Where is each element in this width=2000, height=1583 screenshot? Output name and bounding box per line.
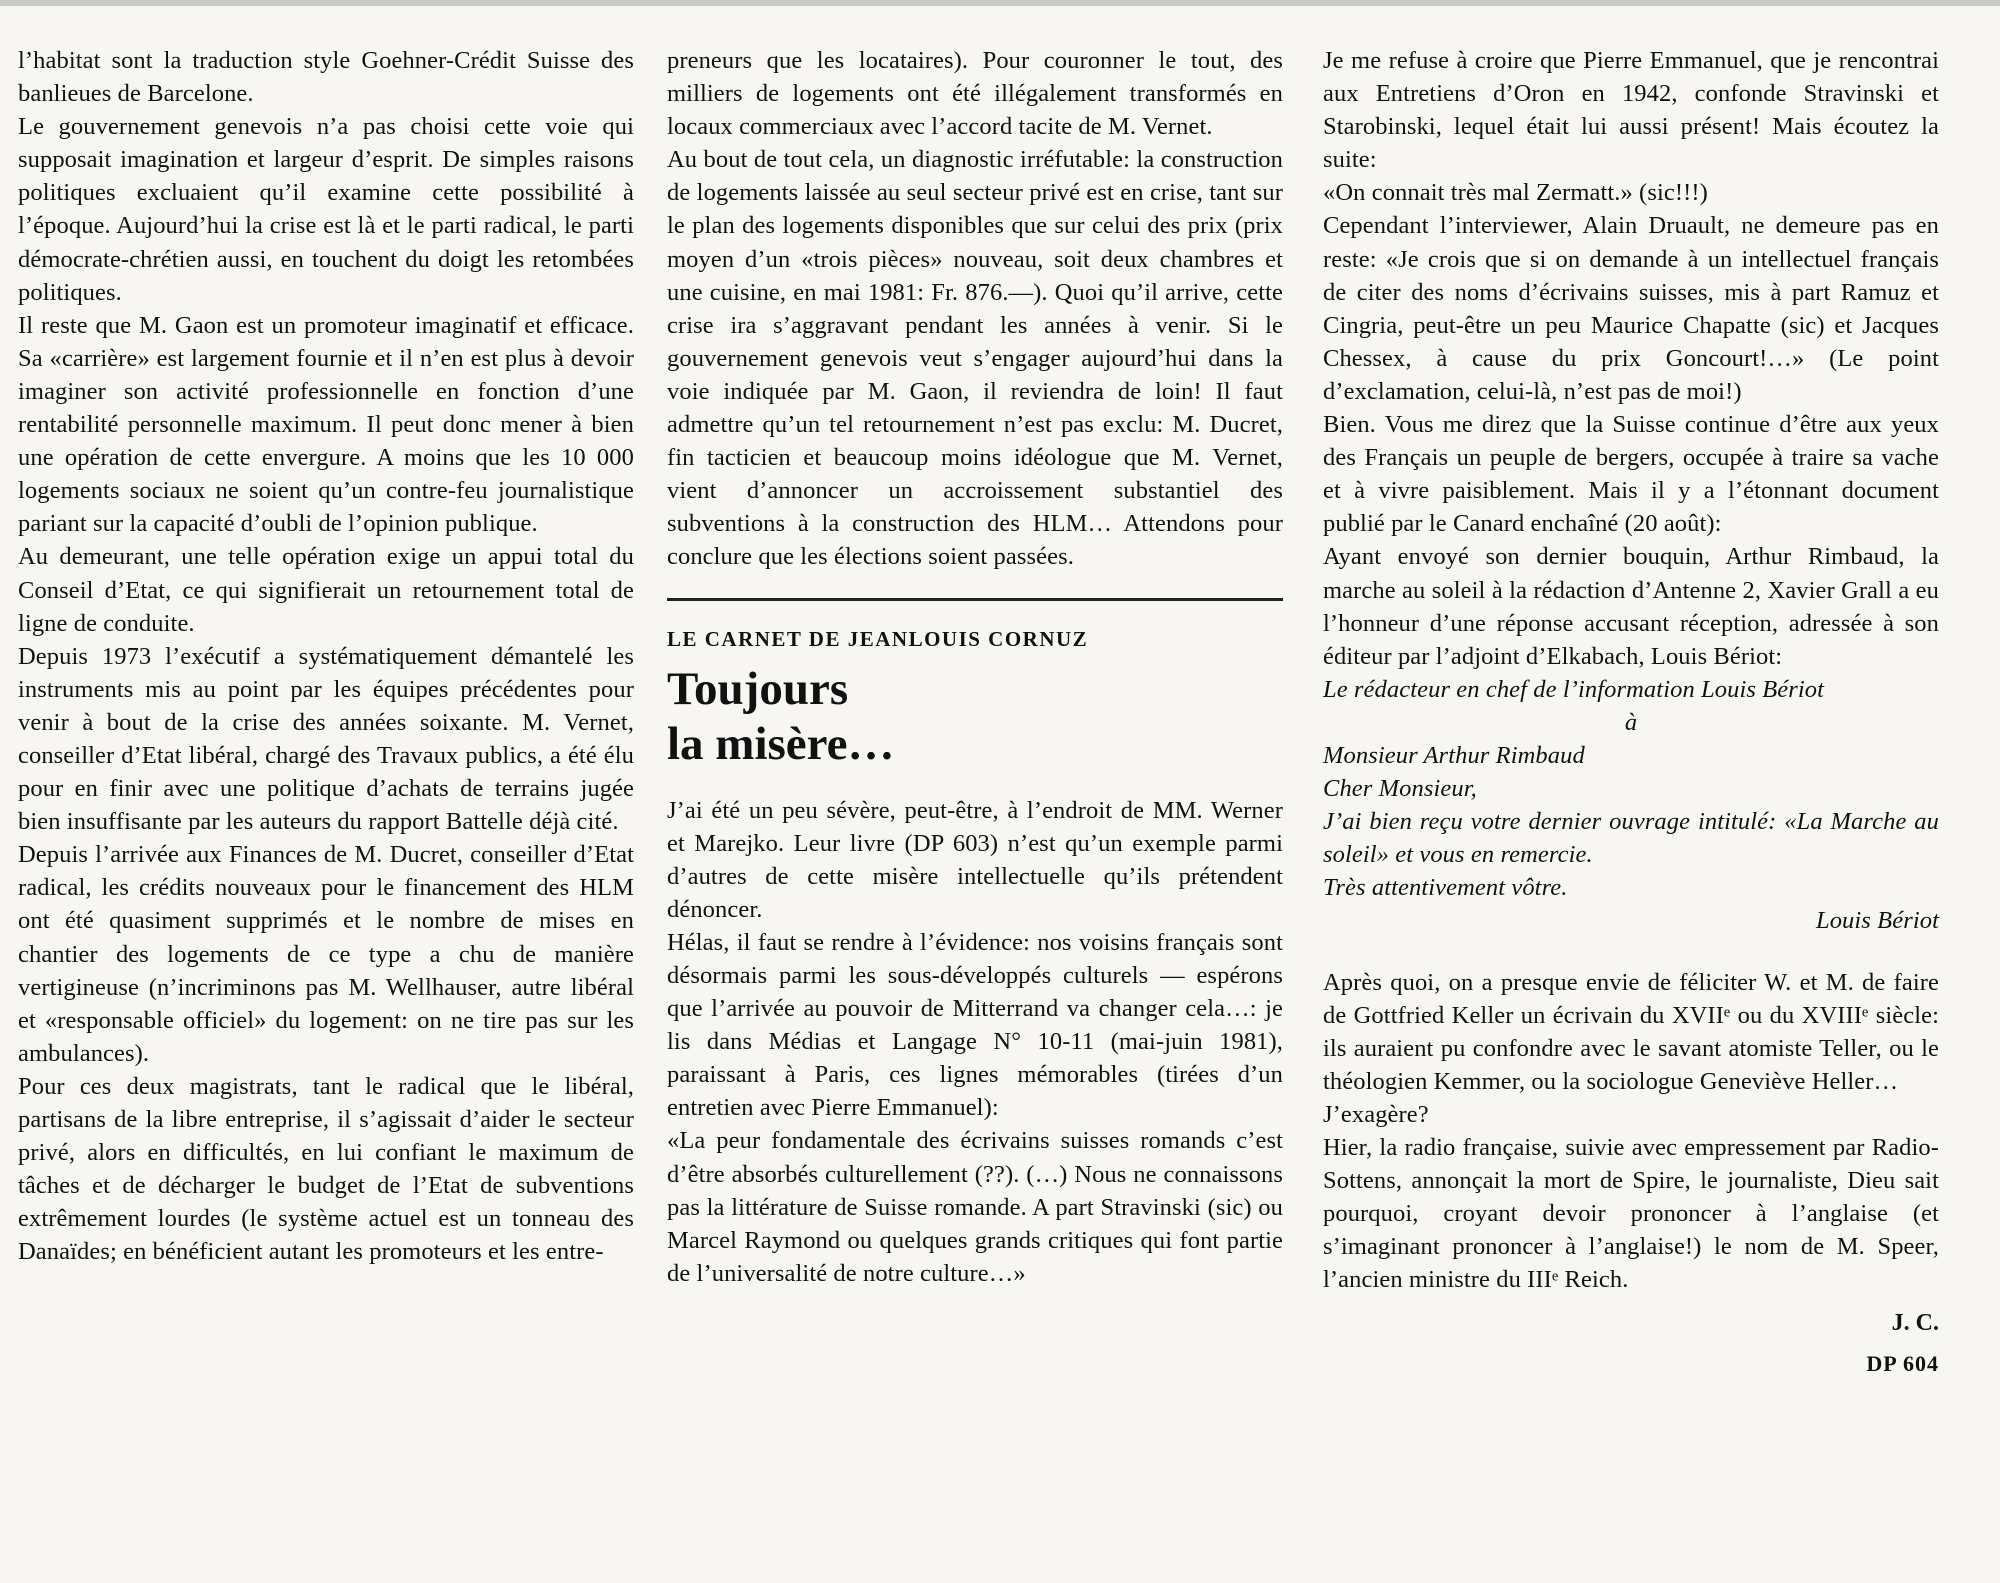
paragraph: Je me refuse à croire que Pierre Emmanuel, que je rencontrai aux Entretiens d’Oron en 1942, confonde Stravinski et Starobinski, lequel était lui aussi présent! Mais écoutez la suite: bbox=[1323, 47, 1939, 174]
paragraph: Ayant envoyé son dernier bouquin, Arthur Rimbaud, la marche au soleil à la rédaction d’Antenne 2, Xavier Grall a eu l’honneur d’une réponse accusant réception, adressée à son éditeur par l’adjoint d’Elkabach, Louis Bériot: bbox=[1323, 543, 1939, 670]
paragraph: Au demeurant, une telle opération exige un appui total du Conseil d’Etat, ce qui signifierait un retournement total de ligne de conduite. bbox=[18, 543, 634, 637]
paragraph: l’habitat sont la traduction style Goehner-Crédit Suisse des banlieues de Barcelone. bbox=[18, 47, 634, 108]
paragraph: Le gouvernement genevois n’a pas choisi cette voie qui supposait imagination et largeur d’esprit. De simples raisons politiques excluaient qu’il examine cette possibilité à l’époque. Aujourd’hui la crise est là et le parti radical, le parti démocrate-chrétien aussi, en touchent du doigt les retombées politiques. bbox=[18, 113, 634, 306]
paragraph: Depuis 1973 l’exécutif a systématiquement démantelé les instruments mis au point par les équipes précédentes pour venir à bout de la crise des années soixante. M. Vernet, conseiller d’Etat libéral, chargé des Travaux publics, a été élu pour en finir avec une politique d’achats de terrains jugée bien insuffisante par les auteurs du rapport Battelle déjà cité. bbox=[18, 642, 634, 836]
column-1 bbox=[18, 44, 634, 1268]
paragraph: Bien. Vous me direz que la Suisse continue d’être aux yeux des Français un peuple de bergers, occupée à traire sa vache et à vivre paisiblement. Mais il y a l’étonnant document publié par le Canard enchaîné (20 août): bbox=[1323, 411, 1939, 538]
letter-line: Monsieur Arthur Rimbaud bbox=[1323, 741, 1585, 769]
letter-line: Le rédacteur en chef de l’information Louis Bériot bbox=[1323, 675, 1825, 703]
headline-line: Toujours bbox=[667, 662, 849, 715]
letter-line: à bbox=[1624, 708, 1638, 736]
paragraph: Hélas, il faut se rendre à l’évidence: nos voisins français sont désormais parmi les sous-développés culturels — espérons que l’arrivée au pouvoir de Mitterrand va changer cela…: je lis dans Médias et Langage N° 10-11 (mai-juin 1981), paraissant à Paris, ces lignes mémorables (tirées d’un entretien avec Pierre Emmanuel): bbox=[667, 928, 1283, 1122]
paragraph: J’exagère? bbox=[1323, 1100, 1429, 1128]
paragraph: Cependant l’interviewer, Alain Druault, ne demeure pas en reste: «Je crois que si on demande à un intellectuel français de citer des noms d’écrivains suisses, mis à part Ramuz et Cingria, peut-être un peu Maurice Chapatte (sic) et Jacques Chessex, à cause du prix Goncourt!…» (Le point d’exclamation, celui-là, n’est pas de moi!) bbox=[1323, 212, 1939, 405]
paragraph: Après quoi, on a presque envie de féliciter W. et M. de faire de Gottfried Keller un écrivain du XVIIᵉ ou du XVIIIᵉ siècle: ils auraient pu confondre avec le savant atomiste Teller, ou le théologien Kemmer, ou la sociologue Geneviève Heller… bbox=[1323, 968, 1939, 1095]
letter-line: J’ai bien reçu votre dernier ouvrage intitulé: «La Marche au soleil» et vous en remercie. bbox=[1323, 808, 1939, 869]
paragraph: Depuis l’arrivée aux Finances de M. Ducret, conseiller d’Etat radical, les crédits nouveaux pour le financement des HLM ont été quasiment supprimés et le nombre de mises en chantier des logements de ce type a chu de manière vertigineuse (n’incriminons pas M. Wellhauser, autre libéral et «responsable officiel» du logement: on ne tire pas sur les ambulances). bbox=[18, 841, 634, 1067]
column-3 bbox=[1323, 44, 1939, 1377]
section-divider bbox=[667, 598, 1283, 601]
paragraph: Pour ces deux magistrats, tant le radical que le libéral, partisans de la libre entreprise, il s’agissait d’aider le secteur privé, alors en difficultés, en lui confiant le maximum de tâches et de décharger le budget de l’Etat de subventions extrêmement lourdes (le système actuel est un tonneau des Danaïdes; en bénéficient autant les promoteurs et les entre- bbox=[18, 1072, 634, 1266]
top-rule bbox=[0, 0, 2000, 6]
paragraph: Au bout de tout cela, un diagnostic irréfutable: la construction de logements laissée au seul secteur privé est en crise, tant sur le plan des logements disponibles que sur celui des prix (prix moyen d’un «trois pièces» nouveau, soit deux chambres et une cuisine, en mai 1981: Fr. 876.—). Quoi qu’il arrive, cette crise ira s’aggravant pendant les années à venir. Si le gouvernement genevois veut s’engager aujourd’hui dans la voie indiquée par M. Gaon, il reviendra de loin! Il faut admettre qu’un tel retournement n’est pas exclu: M. Ducret, fin tacticien et beaucoup moins idéologue que M. Vernet, vient d’annoncer un accroissement substantiel des subventions à la construction des HLM… Attendons pour conclure que les élections soient passées. bbox=[667, 146, 1283, 571]
article-headline bbox=[667, 662, 1283, 772]
paragraph: Hier, la radio française, suivie avec empressement par Radio-Sottens, annonçait la mort de Spire, le journaliste, Dieu sait pourquoi, croyant devoir prononcer à l’anglaise (et s’imaginant prononcer à l’anglaise!) le nom de M. Speer, l’ancien ministre du IIIᵉ Reich. bbox=[1323, 1134, 1939, 1294]
letter-signature: Louis Bériot bbox=[1815, 907, 1939, 935]
paragraph: «On connait très mal Zermatt.» (sic!!!) bbox=[1323, 179, 1708, 207]
headline-line: la misère… bbox=[667, 717, 895, 770]
letter-line: Très attentivement vôtre. bbox=[1323, 874, 1568, 902]
paragraph: preneurs que les locataires). Pour couronner le tout, des milliers de logements ont été illégalement transformés en locaux commerciaux avec l’accord tacite de M. Vernet. bbox=[667, 47, 1283, 141]
paragraph: J’ai été un peu sévère, peut-être, à l’endroit de MM. Werner et Marejko. Leur livre (DP 603) n’est qu’un exemple parmi d’autres de cette misère intellectuelle qu’ils prétendent dénoncer. bbox=[667, 796, 1283, 923]
section-kicker: LE CARNET DE JEANLOUIS CORNUZ bbox=[667, 626, 1089, 651]
paragraph: Il reste que M. Gaon est un promoteur imaginatif et efficace. Sa «carrière» est largement fournie et il n’en est plus à devoir imaginer son activité professionnelle en fonction d’une rentabilité personnelle maximum. Il peut donc mener à bien une opération de cette envergure. A moins que les 10 000 logements sociaux ne soient qu’un contre-feu journalistique pariant sur la capacité d’oubli de l’opinion publique. bbox=[18, 311, 634, 538]
issue-reference: DP 604 bbox=[1866, 1351, 1939, 1377]
letter-line: Cher Monsieur, bbox=[1323, 775, 1477, 803]
author-initials: J. C. bbox=[1891, 1310, 1939, 1337]
column-2 bbox=[667, 44, 1283, 1290]
paragraph: «La peur fondamentale des écrivains suisses romands c’est d’être absorbés culturellement (??). (…) Nous ne connaissons pas la littérature de Suisse romande. A part Stravinski (sic) ou Marcel Raymond ou quelques grands critiques qui font partie de l’universalité de notre culture…» bbox=[667, 1127, 1283, 1287]
